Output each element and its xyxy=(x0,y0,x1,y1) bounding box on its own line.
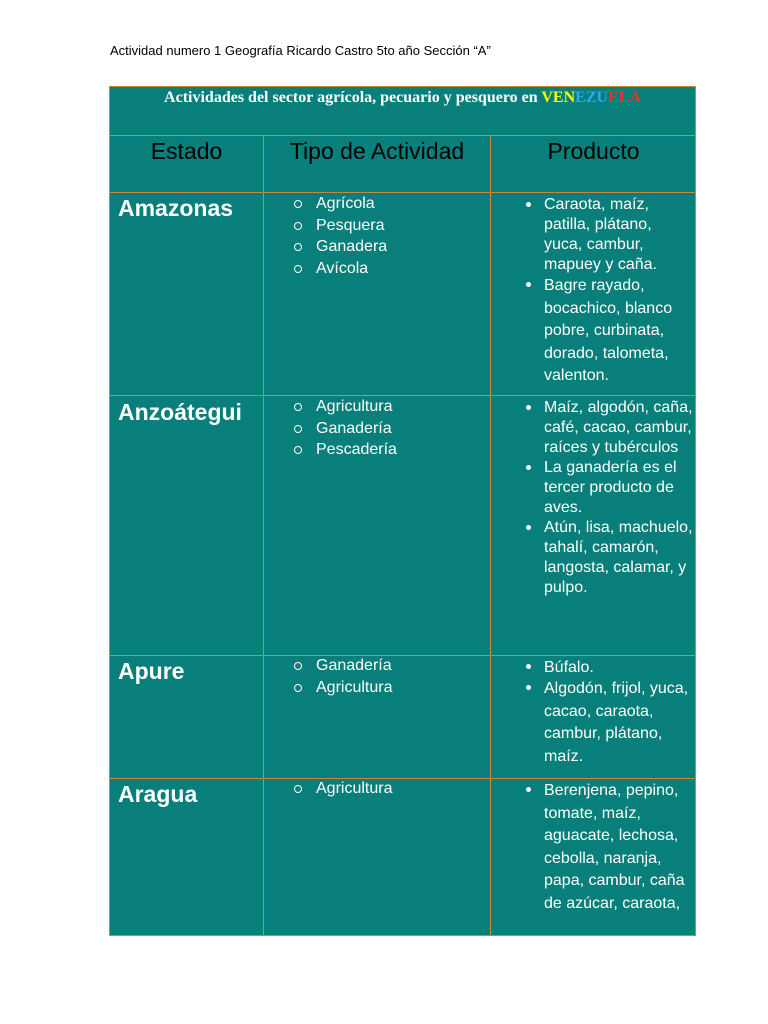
list-item: Bagre rayado, bocachico, blanco pobre, curbinata, dorado, talometa, valenton. xyxy=(518,275,694,388)
divider xyxy=(263,135,264,935)
estado-cell: Anzoátegui xyxy=(118,399,242,425)
list-item: Agricultura xyxy=(280,677,392,699)
list-item: Agricultura xyxy=(280,396,397,418)
list-item: Maíz, algodón, caña, café, cacao, cambur, raíces y tubérculos xyxy=(518,398,694,458)
activity-list xyxy=(280,193,387,279)
list-item: Ganadera xyxy=(280,236,387,258)
divider xyxy=(110,655,695,656)
list-item: Berenjena, pepino, tomate, maíz, aguacate, lechosa, cebolla, naranja, papa, cambur, caña de azúcar, caraota, xyxy=(518,780,694,916)
list-item: Búfalo. xyxy=(518,657,694,678)
list-item: Algodón, frijol, yuca, cacao, caraota, cambur, plátano, maíz. xyxy=(518,678,694,768)
estado-cell: Aragua xyxy=(118,781,198,807)
list-item: Agrícola xyxy=(280,193,387,215)
list-item: Pesquera xyxy=(280,215,387,237)
product-list xyxy=(518,780,694,916)
divider xyxy=(110,778,695,779)
document-header: Actividad numero 1 Geografía Ricardo Castro 5to año Sección “A” xyxy=(110,43,491,58)
product-list xyxy=(518,398,694,598)
list-item: Agricultura xyxy=(280,778,392,800)
list-item: Avícola xyxy=(280,258,387,280)
list-item: Ganadería xyxy=(280,418,397,440)
activity-list xyxy=(280,655,392,698)
country-part-3: ELA xyxy=(608,89,641,106)
list-item: Atún, lisa, machuelo, tahalí, camarón, langosta, calamar, y pulpo. xyxy=(518,518,694,598)
estado-cell: Apure xyxy=(118,658,185,684)
list-item: Caraota, maíz, patilla, plátano, yuca, cambur, mapuey y caña. xyxy=(518,195,694,275)
table-title xyxy=(110,89,695,107)
divider xyxy=(110,135,695,136)
list-item: Pescadería xyxy=(280,439,397,461)
product-list xyxy=(518,195,694,388)
list-item: La ganadería es el tercer producto de aves. xyxy=(518,458,694,518)
activities-table xyxy=(109,86,696,936)
header-producto: Producto xyxy=(547,138,640,164)
header-tipo-actividad: Tipo de Actividad xyxy=(289,138,465,164)
estado-cell: Amazonas xyxy=(118,195,234,221)
divider xyxy=(110,395,695,396)
list-item: Ganadería xyxy=(280,655,392,677)
header-estado: Estado xyxy=(150,138,223,164)
activity-list xyxy=(280,396,397,461)
divider xyxy=(490,135,491,935)
activity-list xyxy=(280,778,392,800)
table-title-text: Actividades del sector agrícola, pecuario y pesquero en xyxy=(164,89,542,106)
product-list xyxy=(518,657,694,768)
country-part-1: VEN xyxy=(541,89,576,106)
country-part-2: EZU xyxy=(575,89,609,106)
